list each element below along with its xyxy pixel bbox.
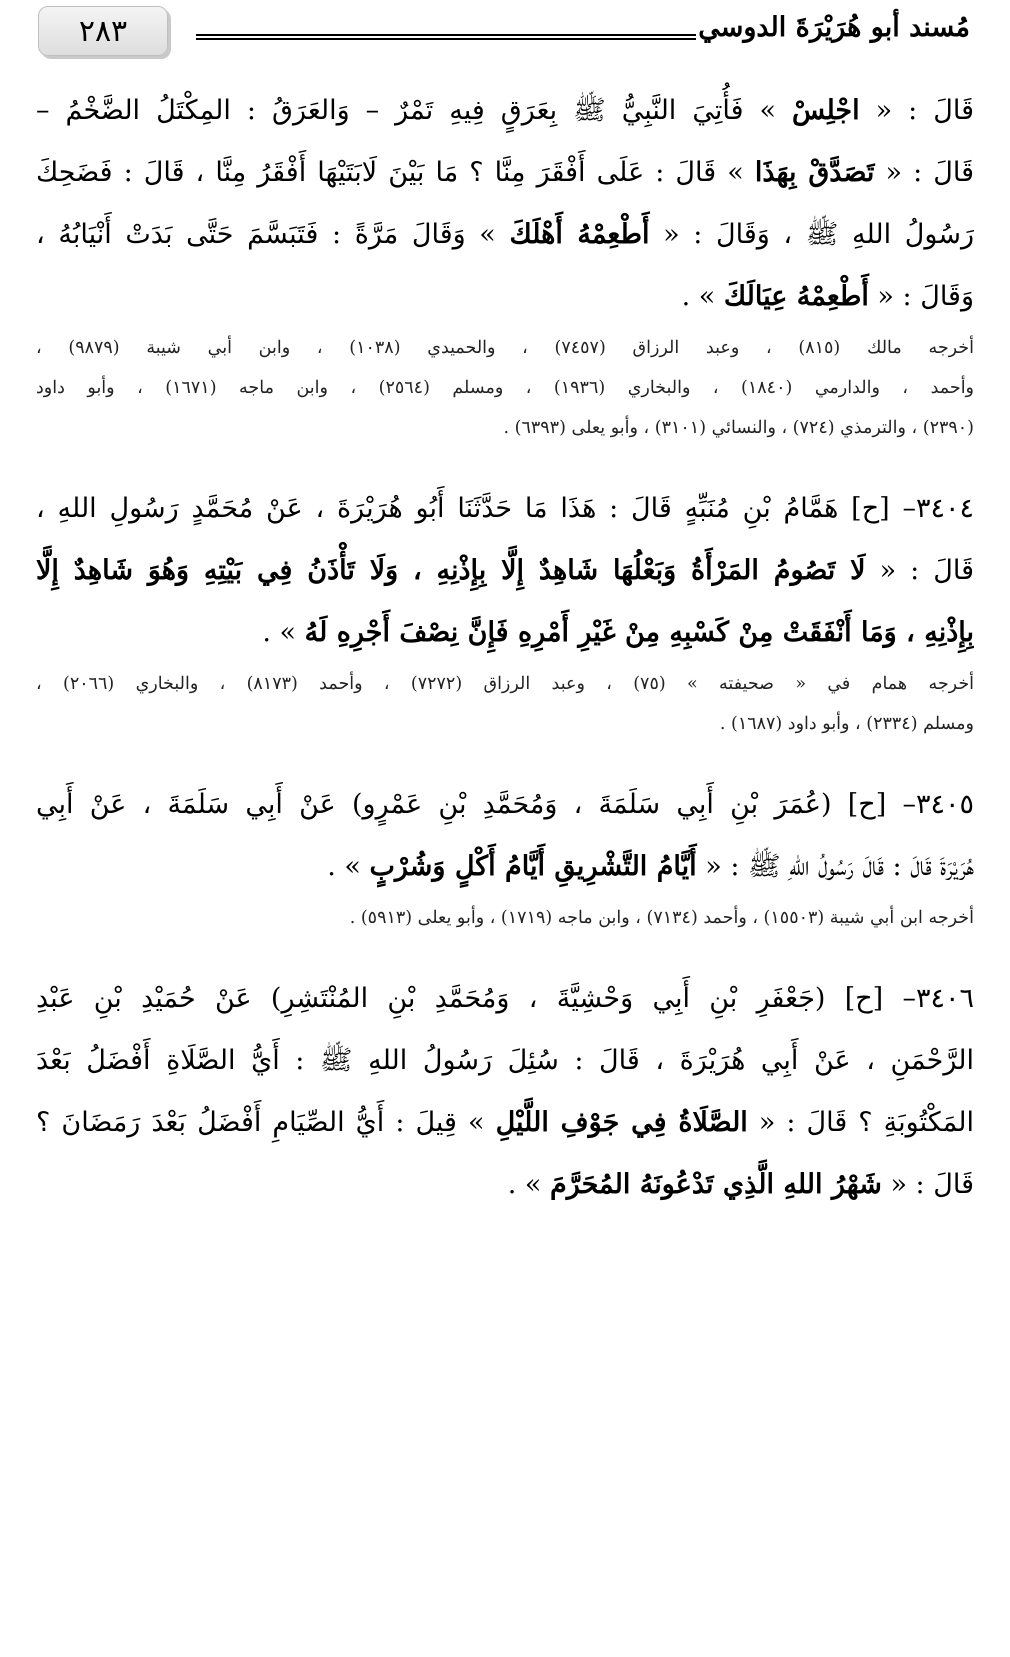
narration-text: قَالَ : « [859,95,974,126]
prophetic-quote: شَهْرُ اللهِ الَّذِي تَدْعُونَهُ المُحَرَّمَ [550,1169,882,1200]
narration-text: » قَالَ : عَلَى أَفْقَرَ مِنَّا ؟ مَا بَيْنَ لَابَتَيْهَا أَفْقَرُ مِنَّا ، قَالَ : فَضَحِكَ [36,157,755,188]
narration-text: ٣٤٠٤– [ح] هَمَّامُ بْنِ مُنَبِّهٍ قَالَ : هَذَا مَا حَدَّثَنَا أَبُو هُرَيْرَةَ ، عَنْ مُحَمَّدٍ رَسُولِ اللهِ ، [36,493,974,524]
section-gap [36,744,974,774]
header-rule [196,34,696,40]
text-line [36,142,974,204]
hadith-3406-text [36,968,974,1216]
narration-text: ٣٤٠٦– [ح] (جَعْفَرِ بْنِ أَبِي وَحْشِيَّةَ ، وَمُحَمَّدِ بْنِ المُنْتَشِرِ) عَنْ حُمَيْدِ بْنِ عَبْدِ [36,983,974,1014]
takhrij-line: أخرجه ابن أبي شيبة (١٥٥٠٣) ، وأحمد (٧١٣٤) ، وابن ماجه (١٧١٩) ، وأبو يعلى (٥٩١٣) . [349,908,974,928]
hadith-3405-takhrij [36,898,974,938]
narration-text: » . [507,1169,551,1200]
narration-text: ٣٤٠٥– [ح] (عُمَرَ بْنِ أَبِي سَلَمَةَ ، وَمُحَمَّدِ بْنِ عَمْرٍو) عَنْ أَبِي سَلَمَةَ ، عَنْ أَبِي [36,789,974,820]
text-line [36,478,974,540]
text-line [36,204,974,266]
narration-text: هُرَيْرَةَ قَالَ : قَالَ رَسُولُ اللهِ ﷺ : « [696,851,974,882]
text-line [36,602,974,664]
narration-text: » . [327,851,370,882]
text-line [36,80,974,142]
narration-text: » . [262,617,305,648]
prophetic-quote: بِإِذْنِهِ ، وَمَا أَنْفَقَتْ مِنْ كَسْبِهِ مِنْ غَيْرِ أَمْرِهِ فَإِنَّ نِصْفَ أَجْرِهِ لَهُ [304,617,974,648]
hadith-3405-text [36,774,974,898]
page-body [36,80,974,1216]
text-line [36,540,974,602]
text-line [36,968,974,1030]
text-line [36,774,974,836]
page-header [0,0,1010,70]
text-line [36,836,974,898]
text-line [36,1030,974,1092]
takhrij-line: أخرجه مالك (٨١٥) ، وعبد الرزاق (٧٤٥٧) ، والحميدي (١٠٣٨) ، وابن أبي شيبة (٩٨٧٩) ، [36,338,974,358]
section-gap [36,938,974,968]
running-title: مُسند أبو هُرَيْرَةَ الدوسي [698,12,970,43]
text-line [36,1154,974,1216]
hadith-3404-text [36,478,974,664]
prophetic-quote: اجْلِسْ [792,95,860,126]
narration-text: الرَّحْمَنِ ، عَنْ أَبِي هُرَيْرَةَ ، قَالَ : سُئِلَ رَسُولُ اللهِ ﷺ : أَيُّ الصَّلَاةِ أَفْضَلُ بَعْدَ [36,1045,974,1076]
prophetic-quote: أَطْعِمْهُ عِيَالَكَ [723,281,869,312]
narration-text: » فَأُتِيَ النَّبِيُّ ﷺ بِعَرَقٍ فِيهِ تَمْرٌ – وَالعَرَقُ : المِكْتَلُ الضَّخْمُ – [36,95,793,126]
narration-text: رَسُولُ اللهِ ﷺ ، وَقَالَ : « [649,219,974,250]
section-gap [36,448,974,478]
prophetic-quote: لَا تَصُومُ المَرْأَةُ وَبَعْلُهَا شَاهِدٌ إِلَّا بِإِذْنِهِ ، وَلَا تَأْذَنُ فِي بَيْتِهِ وَهُوَ شَاهِدٌ إِلَّا [36,555,866,586]
takhrij-line: أخرجه همام في « صحيفته » (٧٥) ، وعبد الرزاق (٧٢٧٢) ، وأحمد (٨١٧٣) ، والبخاري (٢٠٦٦) ، [36,674,974,694]
prophetic-quote: أَطْعِمْهُ أَهْلَكَ [509,219,650,250]
takhrij-line: وأحمد ، والدارمي (١٨٤٠) ، والبخاري (١٩٣٦) ، ومسلم (٢٥٦٤) ، وابن ماجه (١٦٧١) ، وأبو داود [36,378,974,398]
narration-text: » قِيلَ : أَيُّ الصِّيَامِ أَفْضَلُ بَعْدَ رَمَضَانَ ؟ [36,1107,496,1138]
hadith-3404-takhrij [36,664,974,744]
narration-text: قَالَ : « [874,157,974,188]
takhrij-line: ومسلم (٢٣٣٤) ، وأبو داود (١٦٨٧) . [719,714,974,734]
narration-text: قَالَ : « [865,555,974,586]
hadith-3403-text [36,80,974,328]
text-line [36,1092,974,1154]
page-number: ٢٨٣ [38,6,168,56]
narration-text: وَقَالَ : « [868,281,974,312]
narration-text: » وَقَالَ مَرَّةً : فَتَبَسَّمَ حَتَّى بَدَتْ أَنْيَابُهُ ، [36,219,510,250]
text-line [36,266,974,328]
takhrij-line: (٢٣٩٠) ، والترمذي (٧٢٤) ، والنسائي (٣١٠١) ، وأبو يعلى (٦٣٩٣) . [503,418,974,438]
narration-text: المَكْتُوبَةِ ؟ قَالَ : « [747,1107,974,1138]
prophetic-quote: تَصَدَّقْ بِهَذَا [754,157,875,188]
narration-text: » . [681,281,724,312]
hadith-3403-takhrij [36,328,974,448]
narration-text: قَالَ : « [881,1169,974,1200]
prophetic-quote: الصَّلَاةُ فِي جَوْفِ اللَّيْلِ [495,1107,748,1138]
prophetic-quote: أَيَّامُ التَّشْرِيقِ أَيَّامُ أَكْلٍ وَشُرْبٍ [369,851,697,882]
